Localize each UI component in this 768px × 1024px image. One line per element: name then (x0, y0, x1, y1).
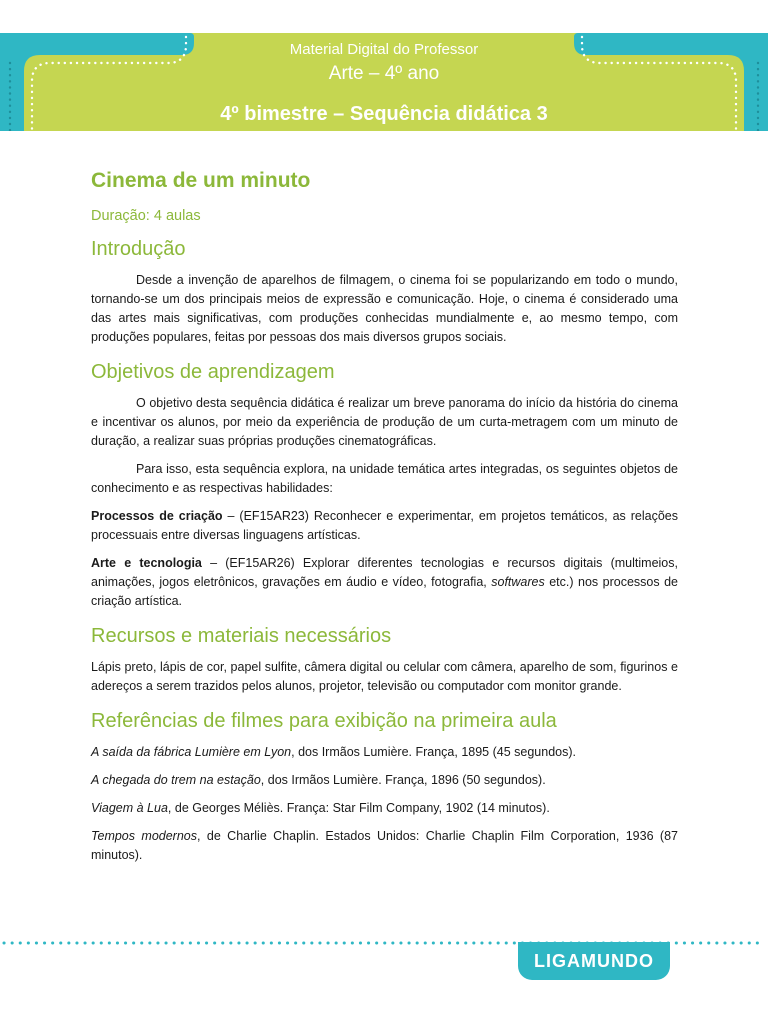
skill-paragraph-2 (91, 554, 678, 611)
film-reference (91, 799, 678, 818)
films-list (91, 743, 678, 865)
header-bimester: 4º bimestre – Sequência didática 3 (220, 103, 548, 125)
header-course: Arte – 4º ano (328, 63, 440, 84)
skill-text-2a: – (EF15AR26) Explorar diferentes tecnologias e recursos digitais (multimeios, animações, jogos eletrônicos, gravações em áudio e vídeo, fotografia, (91, 556, 678, 589)
film-title: Tempos modernos (91, 829, 197, 843)
document-body (91, 168, 678, 874)
film-details: , de Georges Méliès. França: Star Film Company, 1902 (14 minutos). (167, 801, 550, 815)
duration-label: Duração: 4 aulas (91, 208, 201, 224)
objectives-paragraph-1: O objetivo desta sequência didática é realizar um breve panorama do início da história do cinema e incentivar os alunos, por meio da experiência de produção de um curta-metragem com um minuto de duração, a realizar suas próprias produções cinematográficas. (91, 396, 678, 448)
resources-paragraph: Lápis preto, lápis de cor, papel sulfite, câmera digital ou celular com câmera, aparelho de som, figurinos e adereços a serem trazidos pelos alunos, projetor, televisão ou computador com monitor grande. (91, 660, 678, 693)
skill-text-2-italic: softwares (491, 575, 545, 589)
film-title: Viagem à Lua (91, 801, 168, 815)
ligamundo-logo: LIGAMUNDO (518, 942, 670, 980)
skill-paragraph-1 (91, 507, 678, 545)
skill-label-2: Arte e tecnologia (91, 556, 202, 570)
skill-text-2b: etc.) nos processos de criação artística. (91, 575, 678, 608)
film-details: , dos Irmãos Lumière. França, 1895 (45 segundos). (291, 745, 576, 759)
skill-text-1: – (EF15AR23) Reconhecer e experimentar, em projetos temáticos, as relações processuais entre diversas linguagens artísticas. (91, 509, 678, 542)
intro-paragraph: Desde a invenção de aparelhos de filmagem, o cinema foi se popularizando em todo o mundo, tornando-se um dos principais meios de expressão e comunicação. Hoje, o cinema é considerado uma das artes mais significativas, com produções conhecidas mundialmente e, ao mesmo tempo, com produções populares, feitas por pessoas dos mais diversos grupos sociais. (91, 273, 678, 344)
objectives-heading: Objetivos de aprendizagem (91, 361, 335, 383)
page-header (0, 33, 768, 131)
header-subtitle: Material Digital do Professor (289, 41, 479, 58)
film-reference (91, 743, 678, 762)
film-details: , de Charlie Chaplin. Estados Unidos: Charlie Chaplin Film Corporation, 1936 (87 minutos). (91, 829, 678, 862)
resources-heading: Recursos e materiais necessários (91, 625, 392, 647)
film-reference (91, 827, 678, 865)
films-heading: Referências de filmes para exibição na primeira aula (91, 710, 557, 732)
objectives-paragraph-2: Para isso, esta sequência explora, na unidade temática artes integradas, os seguintes objetos de conhecimento e as respectivas habilidades: (91, 462, 678, 495)
page-title: Cinema de um minuto (91, 169, 311, 192)
film-details: , dos Irmãos Lumière. França, 1896 (50 segundos). (260, 773, 546, 787)
intro-heading: Introdução (91, 238, 186, 260)
skill-label-1: Processos de criação (91, 509, 223, 523)
film-title: A chegada do trem na estação (91, 773, 261, 787)
film-reference (91, 771, 678, 790)
film-title: A saída da fábrica Lumière em Lyon (91, 745, 292, 759)
